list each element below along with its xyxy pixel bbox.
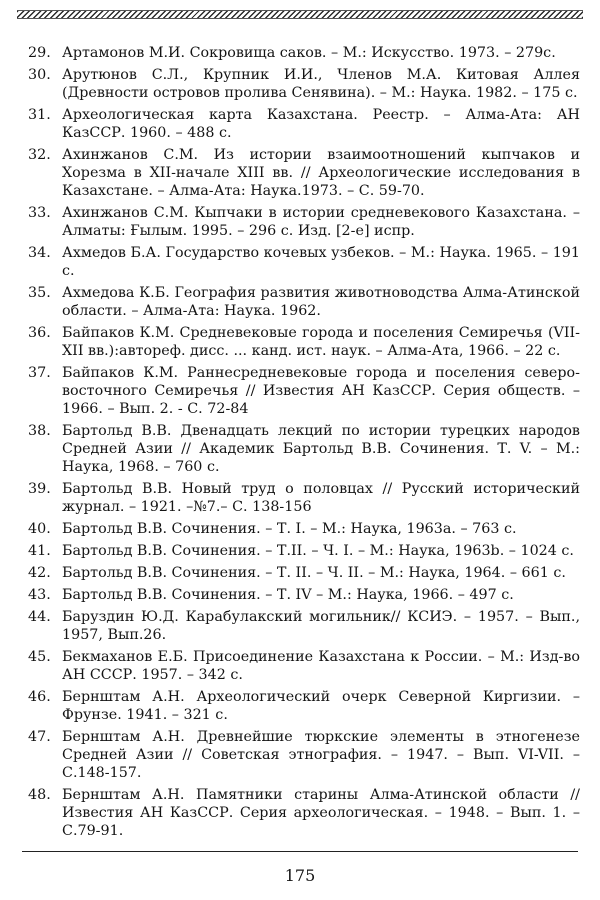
entry-text: Баруздин Ю.Д. Карабулакский могильник// КСИЭ. – 1957. – Вып., 1957, Вып.26. [62,609,580,643]
bibliography-entry [28,244,580,280]
bibliography-entry [28,146,580,200]
entry-text: Археологическая карта Казахстана. Реестр. – Алма-Ата: АН КазССР. 1960. – 488 с. [62,107,580,141]
bibliography-entry [28,688,580,724]
entry-number: 48. [28,787,51,803]
entry-number: 35. [28,285,51,301]
entry-text: Бекмаханов Е.Б. Присоединение Казахстана к России. – М.: Изд-во АН СССР. 1957. – 342 с. [62,649,580,683]
page-number: 175 [284,866,316,885]
entry-number: 47. [28,729,51,745]
entry-text: Ахинжанов С.М. Кыпчаки в истории средневекового Казахстана. – Алматы: Ғылым. 1995. – 296 с. Изд. [2-е] испр. [62,205,580,239]
entry-text: Бернштам А.Н. Памятники старины Алма-Атинской области // Известия АН КазССР. Серия археологическая. – 1948. – Вып. 1. – С.79-91. [62,787,580,839]
bibliography-entry [28,608,580,644]
bibliography-entry [28,480,580,516]
entry-text: Арутюнов С.Л., Крупник И.И., Членов М.А. Китовая Аллея (Древности островов пролива Сенявина). – М.: Наука. 1982. – 175 с. [62,67,580,101]
entry-number: 45. [28,649,51,665]
bibliography-entry [28,564,580,582]
bibliography-entry [28,542,580,560]
bibliography-entry [28,648,580,684]
entry-text: Бернштам А.Н. Археологический очерк Северной Киргизии. – Фрунзе. 1941. – 321 с. [62,689,580,723]
entry-number: 34. [28,245,51,261]
bibliography-entry [28,204,580,240]
bibliography-entry [28,44,580,62]
entry-text: Бернштам А.Н. Древнейшие тюркские элементы в этногенезе Средней Азии // Советская этнография. – 1947. – Вып. VI-VII. – С.148-157. [62,729,580,781]
entry-number: 41. [28,543,51,559]
entry-text: Ахмедов Б.А. Государство кочевых узбеков. – М.: Наука. 1965. – 191 с. [62,245,580,279]
footer-rule [22,851,578,852]
entry-number: 39. [28,481,51,497]
entry-number: 33. [28,205,51,221]
entry-number: 36. [28,325,51,341]
bibliography-entry [28,422,580,476]
bibliography-entry [28,284,580,320]
entry-text: Бартольд В.В. Двенадцать лекций по истории турецких народов Средней Азии // Академик Бартольд В.В. Сочинения. Т. V. – М.: Наука, 1968. – 760 с. [62,423,580,475]
bibliography-entry [28,520,580,538]
entry-number: 37. [28,365,51,381]
entry-text: Ахинжанов С.М. Из истории взаимоотношений кыпчаков и Хорезма в XII-начале XIII вв. // Археологические исследования в Казахстане. – Алма-Ата: Наука.1973. – С. 59-70. [62,147,580,199]
entry-number: 29. [28,45,51,61]
entry-text: Байпаков К.М. Раннесредневековые города и поселения северо-восточного Семиречья // Известия АН КазССР. Серия обществ. – 1966. – Вып. 2. - С. 72-84 [62,365,580,417]
entry-text: Бартольд В.В. Сочинения. – Т. II. – Ч. II. – М.: Наука, 1964. – 661 с. [62,565,566,581]
bibliography-entry [28,106,580,142]
entry-number: 30. [28,67,51,83]
entry-number: 31. [28,107,51,123]
entry-number: 38. [28,423,51,439]
entry-text: Бартольд В.В. Сочинения. – Т. IV – М.: Наука, 1966. – 497 с. [62,587,514,603]
entry-text: Байпаков К.М. Средневековые города и поселения Семиречья (VII-XII вв.):автореф. дисс. ... канд. ист. наук. – Алма-Ата, 1966. – 22 с. [62,325,580,359]
bibliography-entry [28,364,580,418]
entry-text: Бартольд В.В. Сочинения. – Т.II. – Ч. I. – М.: Наука, 1963b. – 1024 с. [62,543,574,559]
entry-text: Бартольд В.В. Новый труд о половцах // Русский исторический журнал. – 1921. –№7.– С. 138-156 [62,481,580,515]
bibliography-list [28,44,580,844]
bibliography-entry [28,66,580,102]
bibliography-entry [28,786,580,840]
bibliography-entry [28,324,580,360]
entry-text: Артамонов М.И. Сокровища саков. – М.: Искусство. 1973. – 279с. [62,45,556,61]
bibliography-entry [28,586,580,604]
decorative-top-border [17,10,583,19]
entry-text: Ахмедова К.Б. География развития животноводства Алма-Атинской области. – Алма-Ата: Наука. 1962. [62,285,580,319]
entry-number: 42. [28,565,51,581]
entry-text: Бартольд В.В. Сочинения. – Т. I. – М.: Наука, 1963а. – 763 с. [62,521,517,537]
entry-number: 46. [28,689,51,705]
entry-number: 44. [28,609,51,625]
bibliography-entry [28,728,580,782]
entry-number: 40. [28,521,51,537]
entry-number: 32. [28,147,51,163]
entry-number: 43. [28,587,51,603]
